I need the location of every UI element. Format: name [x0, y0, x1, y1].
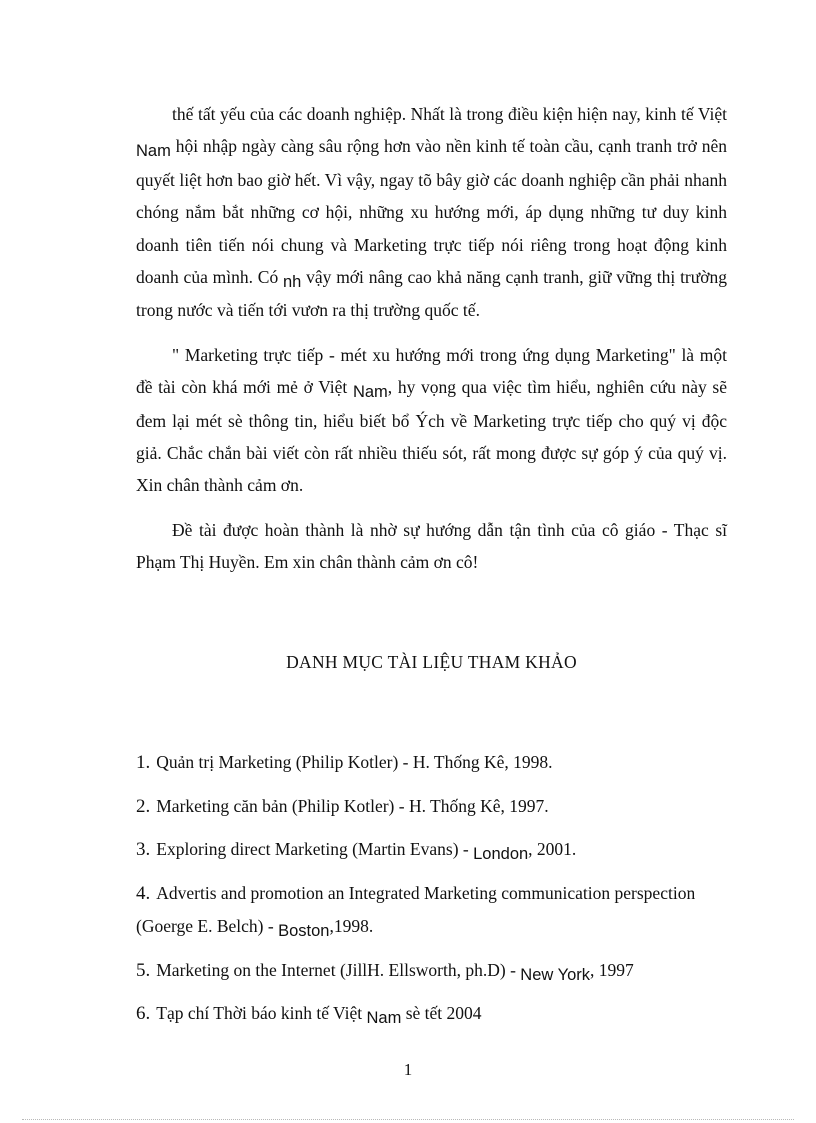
reference-item — [136, 877, 727, 944]
reference-year: , 1997 — [590, 959, 634, 980]
paragraph-topic — [136, 339, 727, 502]
paragraph-text: Đề tài được hoàn thành là nhờ sự hướng dẫn tận tình của cô giáo - Thạc sĩ Phạm Thị Huyền. Em xin chân thành cảm ơn cô! — [136, 519, 727, 573]
place-name: Nam — [352, 383, 388, 402]
references-heading: DANH MỤC TÀI LIỆU THAM KHẢO — [286, 652, 577, 672]
paragraph-text: , hy vọng qua việc tìm hiểu, nghiên cứu này sẽ đem lại mét sè thông tin, hiểu biết bổ Ých về Marketing trực tiếp cho quý vị độc giả. Chắc chắn bài viết còn rất nhiều thiếu sót, rất mong được sự góp ý của quý vị. Xin chân thành cảm ơn. — [136, 377, 728, 496]
reference-text: Exploring direct Marketing (Martin Evans) - — [156, 839, 474, 859]
reference-number: 5. — [136, 959, 151, 981]
reference-number: 6. — [136, 1003, 151, 1024]
reference-text: Quản trị Marketing (Philip Kotler) - H. Thống Kê, 1998. — [156, 752, 553, 772]
reference-item — [136, 746, 727, 780]
paragraph-text: hội nhập ngày càng sâu rộng hơn vào nền kinh tế toàn cầu, cạnh tranh trở nên quyết liệt hơn bao giờ hết. Vì vậy, ngay tõ bây giờ các doanh nghiệp cần phải nhanh chóng nắm bắt những cơ hội, những xu hướng mới, áp dụng những tư duy kinh doanh tiên tiến nói chung và Marketing trực tiếp nói riêng trong hoạt động kinh doanh của mình. Có — [136, 136, 727, 288]
reference-text: Marketing on the Internet (JillH. Ellsworth, ph.D) - — [156, 959, 521, 980]
inline-fragment: nh — [282, 273, 302, 292]
place-name: Nam — [136, 142, 171, 161]
reference-detail: sè tết 2004 — [401, 1003, 482, 1023]
paragraph-text: vậy mới nâng cao khả năng cạnh tranh, giữ vững thị trường trong nước và tiến tới vươn ra thị trường quốc tế. — [136, 267, 727, 321]
reference-year: ,1998. — [329, 916, 374, 936]
reference-item — [136, 997, 727, 1031]
reference-text: Tạp chí Thời báo kinh tế Việt — [156, 1003, 367, 1023]
reference-number: 4. — [136, 882, 151, 904]
reference-number: 2. — [136, 795, 151, 817]
reference-place: Boston — [278, 922, 330, 940]
reference-year: , 2001. — [528, 839, 577, 859]
reference-text: Marketing căn bản (Philip Kotler) - H. Thống Kê, 1997. — [156, 795, 549, 816]
reference-number: 3. — [136, 839, 151, 860]
reference-place: Nam — [366, 1009, 402, 1027]
reference-place: London — [473, 845, 529, 863]
reference-item — [136, 833, 727, 867]
page-bottom-divider — [22, 1119, 794, 1120]
paragraph-intro — [136, 98, 727, 327]
reference-place: New York — [520, 965, 590, 984]
references-list — [136, 746, 727, 1031]
reference-text: Advertis and promotion an Integrated Marketing communication perspection (Goerge E. Belch) - — [136, 882, 696, 936]
reference-item — [136, 954, 727, 988]
paragraph-text: " Marketing trực tiếp - mét xu hướng mới trong ứng dụng Marketing" là một đề tài còn khá mới mẻ ở Việt — [136, 344, 727, 398]
reference-item — [136, 790, 727, 824]
page-number: 1 — [403, 1060, 413, 1079]
paragraph-acknowledgement — [136, 514, 727, 579]
reference-number: 1. — [136, 752, 151, 773]
paragraph-text: thế tất yếu của các doanh nghiệp. Nhất là trong điều kiện hiện nay, kinh tế Việt — [172, 104, 727, 124]
body-text — [136, 98, 727, 591]
